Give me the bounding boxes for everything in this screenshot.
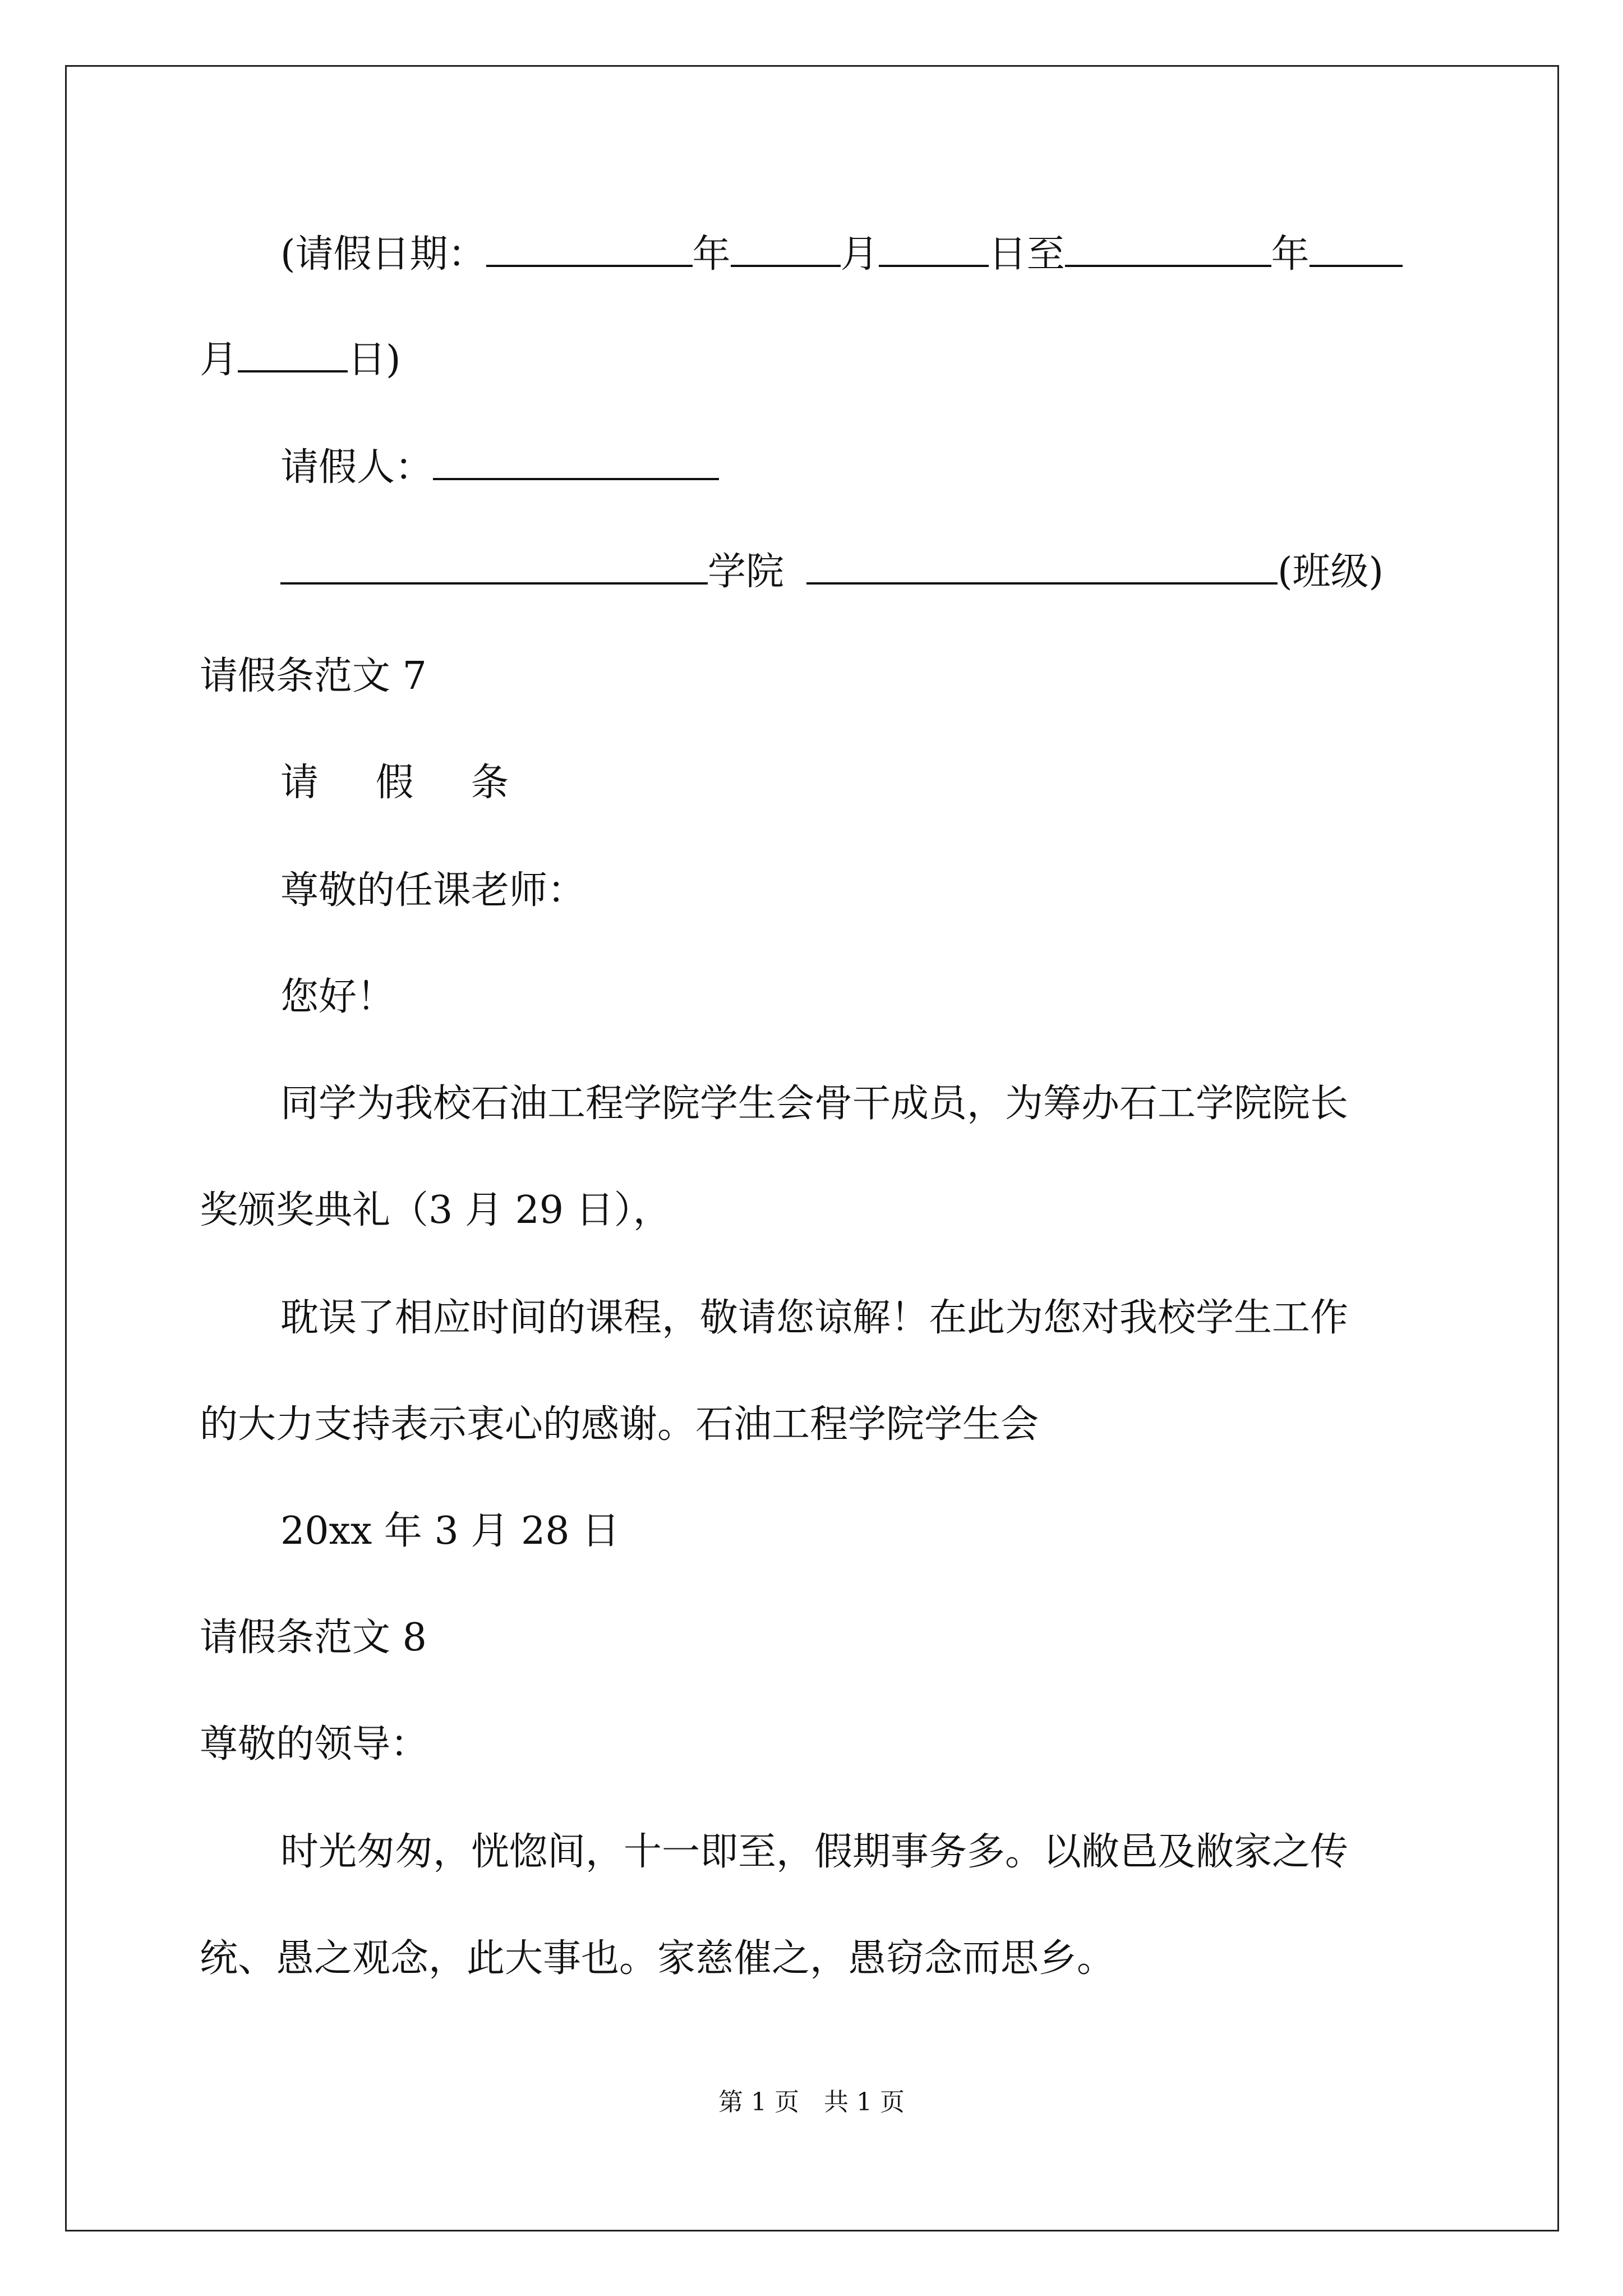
- salutation-leader: 尊敬的领导：: [200, 1722, 429, 1766]
- day-to-label: 日至: [988, 232, 1065, 277]
- body-7-line-4: 的大力支持表示衷心的感谢。石油工程学院学生会: [200, 1402, 1039, 1447]
- end-year-blank[interactable]: [1065, 230, 1271, 267]
- applicant-line: [280, 443, 719, 490]
- date-signature-7: 20xx 年 3 月 28 日: [280, 1509, 620, 1553]
- page-footer: 第 1 页 共 1 页: [718, 2088, 905, 2116]
- end-month-blank-start[interactable]: [1310, 230, 1403, 267]
- start-day-blank[interactable]: [879, 230, 989, 267]
- start-month-blank[interactable]: [731, 230, 841, 267]
- class-blank[interactable]: [806, 547, 1278, 585]
- body-8-line-2: 统、愚之观念，此大事也。家慈催之，愚窃念而思乡。: [200, 1936, 1115, 1981]
- start-year-label: 年: [692, 232, 731, 277]
- college-blank[interactable]: [280, 547, 708, 585]
- applicant-blank[interactable]: [433, 443, 719, 480]
- college-class-line: [280, 547, 1384, 595]
- leave-date-line-continued: [200, 335, 401, 383]
- section-heading-7: 请假条范文 7: [200, 654, 427, 698]
- class-label: (班级): [1278, 550, 1384, 594]
- leave-date-line: [280, 230, 1403, 277]
- leave-note-title: 请 假 条: [280, 761, 532, 805]
- end-month-label: 月: [200, 338, 238, 382]
- end-year-label: 年: [1271, 232, 1310, 277]
- start-year-blank[interactable]: [486, 230, 693, 267]
- body-7-line-2: 奖颁奖典礼（3 月 29 日），: [200, 1188, 671, 1232]
- page-border: [65, 65, 1559, 2231]
- college-label: 学院: [708, 550, 785, 594]
- body-7-line-1: 同学为我校石油工程学院学生会骨干成员，为筹办石工学院院长: [280, 1082, 1349, 1126]
- end-day-blank[interactable]: [238, 335, 348, 372]
- start-month-label: 月: [840, 232, 879, 277]
- body-8-line-1: 时光匆匆，恍惚间，十一即至，假期事务多。以敝邑及敝家之传: [280, 1830, 1349, 1874]
- leave-date-prefix: (请假日期：: [280, 232, 486, 277]
- salutation-teacher: 尊敬的任课老师：: [280, 868, 586, 913]
- applicant-label: 请假人：: [280, 445, 434, 490]
- body-7-line-3: 耽误了相应时间的课程，敬请您谅解！在此为您对我校学生工作: [280, 1296, 1349, 1340]
- end-day-label: 日): [348, 338, 401, 382]
- section-heading-8: 请假条范文 8: [200, 1616, 427, 1660]
- greeting: 您好！: [280, 975, 395, 1019]
